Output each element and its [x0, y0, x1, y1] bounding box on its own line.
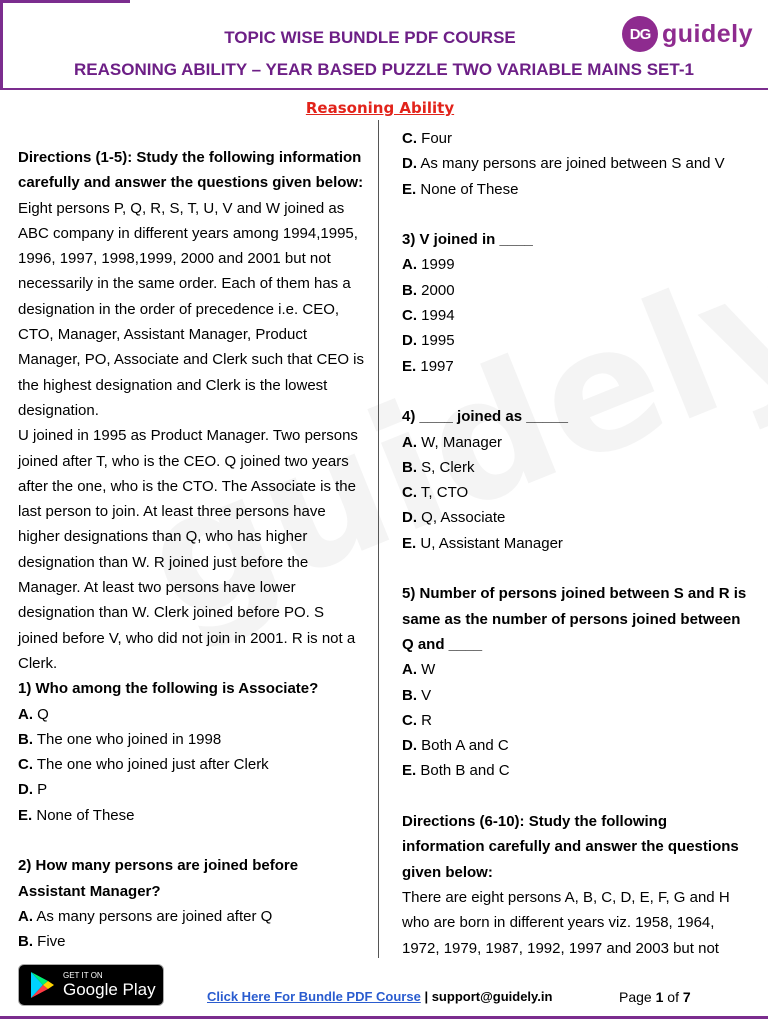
support-email[interactable]: support@guidely.in [431, 989, 553, 1004]
q4-option-e: E. U, Assistant Manager [402, 534, 563, 552]
q1-option-d: D. P [18, 781, 48, 799]
logo-text: guidely [662, 19, 754, 48]
directions-1-paragraph-1: Eight persons P, Q, R, S, T, U, V and W joined as ABC company in different years among 1994,1995, 1996, 1997, 1998,1999, 2000 and 2001 but not necessarily in the same order. Each of them has a designation in the order of precedence i.e. CEO, CTO, Manager, Assistant Manager, Product Manager, PO, Associate and Clerk such that CEO is the highest designation and Clerk is the lowest designation. [18, 199, 364, 419]
question-1: 1) Who among the following is Associate? [18, 680, 319, 698]
header-divider [0, 88, 768, 90]
footer-links [207, 989, 552, 1004]
q2-option-c: C. Four [402, 130, 453, 147]
q1-option-a: A. Q [18, 705, 49, 723]
q5-option-a: A. W [402, 661, 436, 679]
q3-option-d: D. 1995 [402, 332, 455, 350]
q3-option-b: B. 2000 [402, 281, 455, 299]
q3-option-e: E. 1997 [402, 357, 454, 375]
q5-option-e: E. Both B and C [402, 762, 510, 780]
q5-option-c: C. R [402, 711, 432, 729]
directions-2-heading: Directions (6-10): Study the following information carefully and answer the questions given below: [402, 813, 739, 881]
q2-option-e: E. None of These [402, 180, 519, 198]
q4-option-b: B. S, Clerk [402, 458, 475, 476]
q4-option-c: C. T, CTO [402, 484, 469, 502]
google-play-big-text: Google Play [63, 980, 156, 999]
column-divider [378, 120, 379, 958]
q5-option-d: D. Both A and C [402, 737, 509, 755]
google-play-icon [29, 971, 55, 999]
corner-accent-horizontal [0, 0, 130, 3]
directions-2-paragraph-1: There are eight persons A, B, C, D, E, F, G and H who are born in different years viz. 1958, 1964, 1972, 1979, 1987, 1992, 1997 and 2003 but not [402, 888, 730, 957]
google-play-badge[interactable] [18, 964, 164, 1006]
guidely-logo[interactable] [622, 16, 753, 52]
q2-option-a: A. As many persons are joined after Q [18, 907, 273, 925]
q2-option-d: D. As many persons are joined between S and V [402, 155, 725, 173]
q1-option-b: B. The one who joined in 1998 [18, 730, 222, 748]
question-2: 2) How many persons are joined before Assistant Manager? [18, 857, 299, 900]
q3-option-c: C. 1994 [402, 307, 455, 325]
course-title: TOPIC WISE BUNDLE PDF COURSE [224, 28, 516, 47]
left-column [18, 145, 364, 955]
section-title: Reasoning Ability [305, 99, 455, 117]
q1-option-e: E. None of These [18, 806, 135, 824]
course-subtitle: REASONING ABILITY – YEAR BASED PUZZLE TWO VARIABLE MAINS SET-1 [74, 60, 694, 79]
q5-option-b: B. V [402, 686, 432, 704]
question-5: 5) Number of persons joined between S and R is same as the number of persons joined between Q and ____ [402, 585, 747, 653]
q4-option-d: D. Q, Associate [402, 509, 506, 527]
footer-divider [0, 1016, 768, 1019]
page-indicator: Page 1 of 7 [619, 989, 691, 1005]
q1-option-c: C. The one who joined just after Clerk [18, 756, 269, 774]
question-4: 4) ____ joined as _____ [402, 408, 568, 426]
question-3: 3) V joined in ____ [402, 231, 533, 249]
q2-option-b: B. Five [18, 933, 66, 951]
right-column [402, 126, 752, 961]
q3-option-a: A. 1999 [402, 256, 455, 274]
logo-mark-icon: DG [622, 16, 658, 52]
bundle-course-link[interactable]: Click Here For Bundle PDF Course [207, 989, 421, 1004]
q4-option-a: A. W, Manager [402, 433, 503, 451]
footer-separator: | [420, 989, 432, 1004]
google-play-small-text: GET IT ON [63, 971, 103, 980]
directions-1-paragraph-2: U joined in 1995 as Product Manager. Two persons joined after T, who is the CEO. Q joined two years after the one, who is the CTO. The Associate is the last person to join. At least three persons have higher designations than Q, who has higher designation than W. R joined just before the Manager. At least two persons have lower designation than W. Clerk joined before PO. S joined before V, who did not join in 2001. R is not a Clerk. [18, 427, 358, 672]
directions-1-heading: Directions (1-5): Study the following information carefully and answer the questions given below: [18, 149, 364, 192]
